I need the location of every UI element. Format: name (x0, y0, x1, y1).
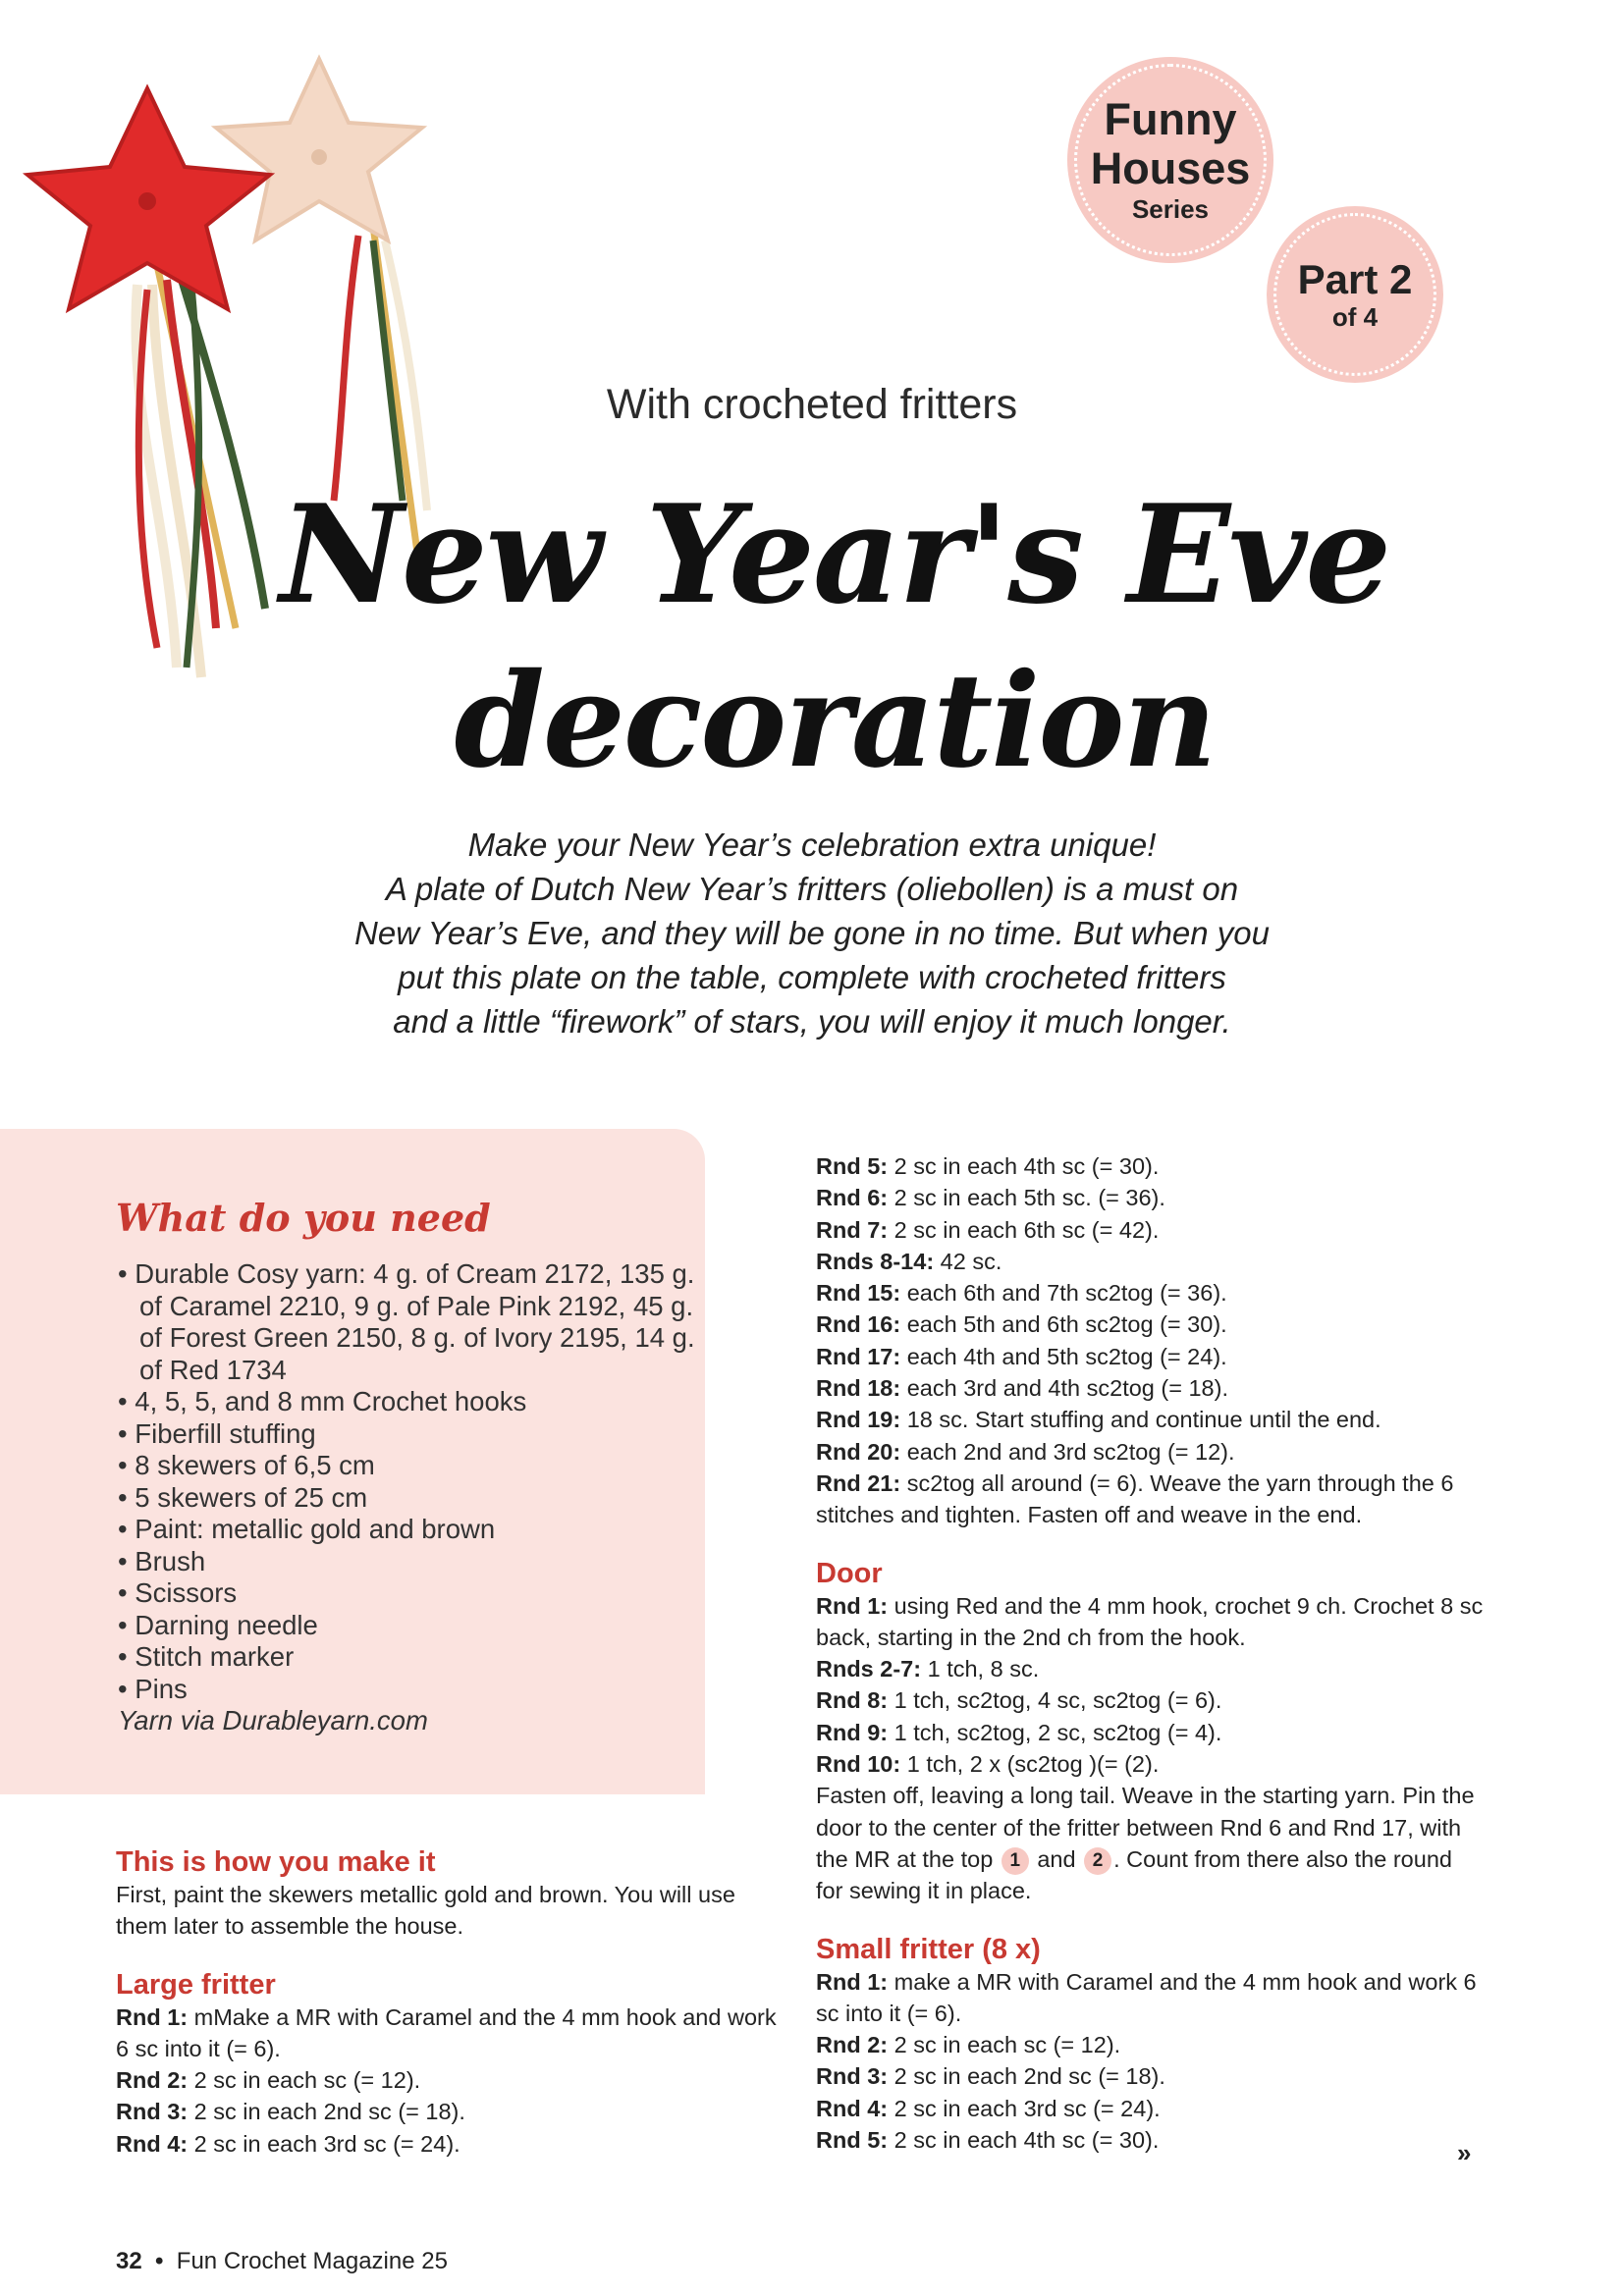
intro-line: A plate of Dutch New Year’s fritters (oliebollen) is a must on (385, 871, 1239, 907)
page-title-line1: New Year's Eve (279, 474, 1390, 634)
intro-line: and a little “firework” of stars, you will enjoy it much longer. (393, 1003, 1231, 1040)
list-item: • 8 skewers of 6,5 cm (118, 1450, 707, 1482)
how-heading: This is how you make it (116, 1846, 436, 1878)
pattern-row: Rnd 20: each 2nd and 3rd sc2tog (= 12). (816, 1438, 1235, 1465)
list-item: • Scissors (118, 1577, 707, 1610)
page-number: 32 (116, 2248, 142, 2274)
list-item: • 4, 5, 5, and 8 mm Crochet hooks (118, 1386, 707, 1418)
pattern-row: Rnd 19: 18 sc. Start stuffing and continue until the end. (816, 1407, 1381, 1433)
pattern-row: Rnd 6: 2 sc in each 5th sc. (= 36). (816, 1185, 1165, 1211)
pattern-row: Rnd 2: 2 sc in each sc (= 12). (816, 2032, 1121, 2058)
intro-line: put this plate on the table, complete with crocheted fritters (398, 959, 1226, 995)
pattern-row: Rnd 16: each 5th and 6th sc2tog (= 30). (816, 1311, 1227, 1338)
list-item: • 5 skewers of 25 cm (118, 1482, 707, 1515)
list-item: • Pins (118, 1674, 707, 1706)
materials-heading: What do you need (116, 1196, 491, 1240)
pattern-row: Rnds 8-14: 42 sc. (816, 1248, 1002, 1274)
door-heading: Door (816, 1557, 883, 1589)
pattern-row: Rnd 3: 2 sc in each 2nd sc (= 18). (116, 2099, 465, 2125)
list-item: • Darning needle (118, 1610, 707, 1642)
pattern-row: Rnd 7: 2 sc in each 6th sc (= 42). (816, 1216, 1160, 1243)
part-badge-line2: of 4 (1331, 302, 1379, 332)
footer-separator: • (155, 2248, 164, 2274)
pattern-row: Rnd 2: 2 sc in each sc (= 12). (116, 2067, 421, 2094)
series-badge-line3: Series (1131, 194, 1210, 224)
pattern-row: Rnd 15: each 6th and 7th sc2tog (= 36). (816, 1280, 1227, 1307)
step-marker-1: 1 (1001, 1847, 1029, 1875)
intro-line: Make your New Year’s celebration extra unique! (467, 827, 1157, 863)
pattern-row: Rnd 9: 1 tch, sc2tog, 2 sc, sc2tog (= 4). (816, 1719, 1222, 1745)
pattern-row: Rnds 2-7: 1 tch, 8 sc. (816, 1656, 1040, 1682)
pattern-row: Rnd 5: 2 sc in each 4th sc (= 30). (816, 2127, 1160, 2154)
pattern-row: Rnd 1: using Red and the 4 mm hook, crochet 9 ch. Crochet 8 sc back, starting in the 2nd ch from the hook. (816, 1592, 1484, 1650)
series-badge-line2: Houses (1090, 143, 1251, 193)
pattern-row: Rnd 3: 2 sc in each 2nd sc (= 18). (816, 2063, 1165, 2090)
pattern-row: Rnd 4: 2 sc in each 3rd sc (= 24). (116, 2130, 460, 2157)
small-fritter-heading: Small fritter (8 x) (816, 1933, 1041, 1965)
continue-arrow-icon: » (1457, 2138, 1472, 2167)
pattern-row: Rnd 8: 1 tch, sc2tog, 4 sc, sc2tog (= 6). (816, 1687, 1222, 1714)
part-badge (1267, 206, 1443, 383)
list-item: • Durable Cosy yarn: 4 g. of Cream 2172, 135 g. of Caramel 2210, 9 g. of Pale Pink 2192, 45 g. of Forest Green 2150, 8 g. of Ivory 2195, 14 g. of Red 1734 (118, 1258, 707, 1386)
pattern-row: Rnd 5: 2 sc in each 4th sc (= 30). (816, 1153, 1160, 1179)
materials-list (118, 1258, 707, 1705)
pattern-row: Rnd 18: each 3rd and 4th sc2tog (= 18). (816, 1375, 1228, 1402)
large-fritter-heading: Large fritter (116, 1968, 276, 2001)
pattern-row: Rnd 4: 2 sc in each 3rd sc (= 24). (816, 2095, 1161, 2121)
page-title-line2: decoration (454, 645, 1216, 797)
step-marker-2: 2 (1084, 1847, 1111, 1875)
part-badge-line1: Part 2 (1297, 256, 1413, 302)
list-item: • Fiberfill stuffing (118, 1418, 707, 1451)
pattern-row: Rnd 1: make a MR with Caramel and the 4 mm hook and work 6 sc into it (= 6). (816, 1968, 1477, 2026)
door-finishing-text: Fasten off, leaving a long tail. Weave in the starting yarn. Pin the door to the center of the fritter between Rnd 6 and Rnd 17, with the MR at the top 1 and 2 . Count from there also the round for sewing it in place. (816, 1783, 1475, 1904)
series-badge (1067, 57, 1273, 263)
magazine-name: Fun Crochet Magazine 25 (176, 2248, 448, 2274)
instructions-left-column (116, 1845, 784, 2160)
list-item: • Brush (118, 1546, 707, 1578)
page-subtitle: With crocheted fritters (606, 381, 1018, 428)
how-text: First, paint the skewers metallic gold and brown. You will use them later to assemble the house. (116, 1882, 735, 1940)
pattern-row: Rnd 1: mMake a MR with Caramel and the 4 mm hook and work 6 sc into it (= 6). (116, 2003, 777, 2061)
intro-line: New Year’s Eve, and they will be gone in no time. But when you (354, 915, 1270, 951)
intro-paragraph (275, 823, 1349, 1043)
pattern-row: Rnd 17: each 4th and 5th sc2tog (= 24). (816, 1343, 1227, 1369)
list-item: • Paint: metallic gold and brown (118, 1514, 707, 1546)
list-item: • Stitch marker (118, 1641, 707, 1674)
pattern-row: Rnd 10: 1 tch, 2 x (sc2tog )(= (2). (816, 1751, 1160, 1778)
page-footer (116, 2248, 448, 2275)
pattern-row: Rnd 21: sc2tog all around (= 6). Weave the yarn through the 6 stitches and tighten. Fasten off and weave in the end. (816, 1469, 1454, 1528)
yarn-source: Yarn via Durableyarn.com (118, 1705, 428, 1735)
series-badge-line1: Funny (1104, 94, 1237, 144)
instructions-right-column (816, 1150, 1484, 2156)
